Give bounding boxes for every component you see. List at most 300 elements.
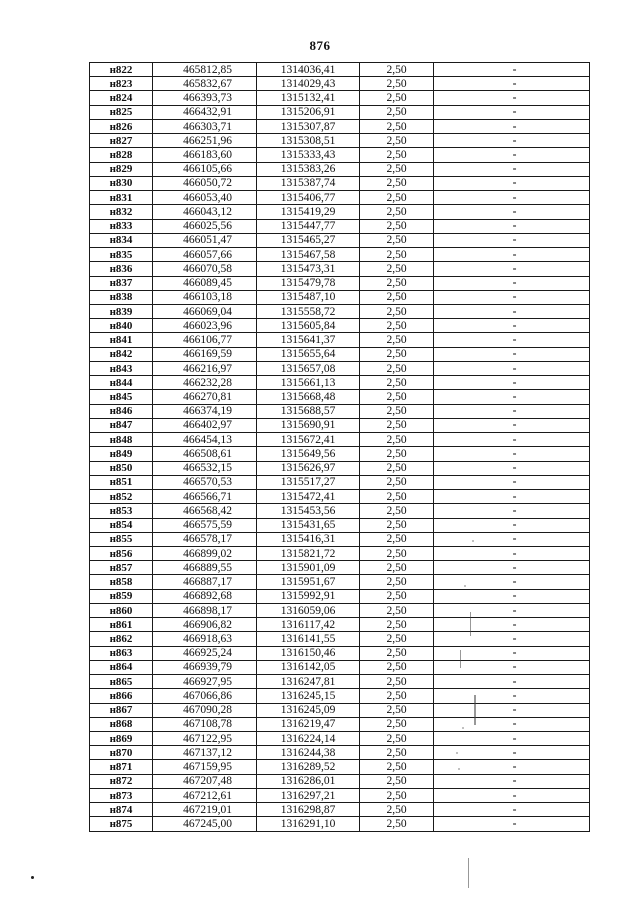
table-row	[90, 162, 590, 176]
y-coordinate-cell: 1315688,57	[257, 404, 360, 418]
note-cell: -	[434, 176, 590, 190]
accuracy-cell: 2,50	[360, 347, 434, 361]
table-row	[90, 618, 590, 632]
table-row	[90, 376, 590, 390]
y-coordinate-cell: 1315308,51	[257, 134, 360, 148]
table-row	[90, 717, 590, 731]
table-row	[90, 191, 590, 205]
x-coordinate-cell: 467212,61	[153, 788, 257, 802]
note-cell: -	[434, 276, 590, 290]
accuracy-cell: 2,50	[360, 689, 434, 703]
x-coordinate-cell: 466069,04	[153, 304, 257, 318]
accuracy-cell: 2,50	[360, 219, 434, 233]
y-coordinate-cell: 1316244,38	[257, 746, 360, 760]
note-cell: -	[434, 618, 590, 632]
note-cell: -	[434, 632, 590, 646]
x-coordinate-cell: 467122,95	[153, 732, 257, 746]
note-cell: -	[434, 319, 590, 333]
table-row	[90, 746, 590, 760]
note-cell: -	[434, 703, 590, 717]
accuracy-cell: 2,50	[360, 105, 434, 119]
y-coordinate-cell: 1315517,27	[257, 475, 360, 489]
table-row	[90, 546, 590, 560]
y-coordinate-cell: 1316224,14	[257, 732, 360, 746]
y-coordinate-cell: 1315383,26	[257, 162, 360, 176]
y-coordinate-cell: 1315416,31	[257, 532, 360, 546]
note-cell: -	[434, 91, 590, 105]
accuracy-cell: 2,50	[360, 404, 434, 418]
y-coordinate-cell: 1315626,97	[257, 461, 360, 475]
point-id-cell: н871	[90, 760, 153, 774]
x-coordinate-cell: 466939,79	[153, 660, 257, 674]
table-row	[90, 817, 590, 831]
table-row	[90, 290, 590, 304]
point-id-cell: н830	[90, 176, 153, 190]
y-coordinate-cell: 1316245,15	[257, 689, 360, 703]
note-cell: -	[434, 347, 590, 361]
note-cell: -	[434, 788, 590, 802]
y-coordinate-cell: 1315951,67	[257, 575, 360, 589]
note-cell: -	[434, 290, 590, 304]
accuracy-cell: 2,50	[360, 646, 434, 660]
x-coordinate-cell: 467207,48	[153, 774, 257, 788]
y-coordinate-cell: 1315473,31	[257, 262, 360, 276]
point-id-cell: н845	[90, 390, 153, 404]
x-coordinate-cell: 466053,40	[153, 191, 257, 205]
accuracy-cell: 2,50	[360, 433, 434, 447]
point-id-cell: н858	[90, 575, 153, 589]
y-coordinate-cell: 1315465,27	[257, 233, 360, 247]
point-id-cell: н844	[90, 376, 153, 390]
point-id-cell: н863	[90, 646, 153, 660]
point-id-cell: н868	[90, 717, 153, 731]
table-row	[90, 461, 590, 475]
note-cell: -	[434, 603, 590, 617]
accuracy-cell: 2,50	[360, 618, 434, 632]
accuracy-cell: 2,50	[360, 732, 434, 746]
note-cell: -	[434, 447, 590, 461]
note-cell: -	[434, 532, 590, 546]
accuracy-cell: 2,50	[360, 390, 434, 404]
y-coordinate-cell: 1316297,21	[257, 788, 360, 802]
table-row	[90, 347, 590, 361]
accuracy-cell: 2,50	[360, 119, 434, 133]
y-coordinate-cell: 1315641,37	[257, 333, 360, 347]
x-coordinate-cell: 466103,18	[153, 290, 257, 304]
note-cell: -	[434, 134, 590, 148]
x-coordinate-cell: 466050,72	[153, 176, 257, 190]
note-cell: -	[434, 475, 590, 489]
accuracy-cell: 2,50	[360, 774, 434, 788]
note-cell: -	[434, 589, 590, 603]
y-coordinate-cell: 1315901,09	[257, 561, 360, 575]
table-row	[90, 390, 590, 404]
y-coordinate-cell: 1315132,41	[257, 91, 360, 105]
table-row	[90, 475, 590, 489]
table-row	[90, 233, 590, 247]
y-coordinate-cell: 1314036,41	[257, 63, 360, 77]
x-coordinate-cell: 466578,17	[153, 532, 257, 546]
scan-artifact-speck	[456, 752, 458, 754]
point-id-cell: н824	[90, 91, 153, 105]
note-cell: -	[434, 162, 590, 176]
note-cell: -	[434, 304, 590, 318]
point-id-cell: н859	[90, 589, 153, 603]
accuracy-cell: 2,50	[360, 304, 434, 318]
scan-artifact-speck	[472, 540, 474, 542]
table-row	[90, 276, 590, 290]
point-id-cell: н849	[90, 447, 153, 461]
point-id-cell: н857	[90, 561, 153, 575]
scan-artifact-mark	[468, 858, 469, 888]
y-coordinate-cell: 1316247,81	[257, 675, 360, 689]
accuracy-cell: 2,50	[360, 276, 434, 290]
x-coordinate-cell: 466887,17	[153, 575, 257, 589]
accuracy-cell: 2,50	[360, 77, 434, 91]
accuracy-cell: 2,50	[360, 717, 434, 731]
table-row	[90, 304, 590, 318]
y-coordinate-cell: 1315605,84	[257, 319, 360, 333]
x-coordinate-cell: 466454,13	[153, 433, 257, 447]
table-row	[90, 632, 590, 646]
accuracy-cell: 2,50	[360, 361, 434, 375]
table-row	[90, 518, 590, 532]
table-row	[90, 589, 590, 603]
accuracy-cell: 2,50	[360, 760, 434, 774]
y-coordinate-cell: 1315558,72	[257, 304, 360, 318]
y-coordinate-cell: 1316289,52	[257, 760, 360, 774]
x-coordinate-cell: 466057,66	[153, 248, 257, 262]
table-row	[90, 119, 590, 133]
y-coordinate-cell: 1315419,29	[257, 205, 360, 219]
table-row	[90, 105, 590, 119]
table-row	[90, 148, 590, 162]
note-cell: -	[434, 119, 590, 133]
note-cell: -	[434, 404, 590, 418]
note-cell: -	[434, 732, 590, 746]
x-coordinate-cell: 466251,96	[153, 134, 257, 148]
x-coordinate-cell: 465812,85	[153, 63, 257, 77]
scan-artifact-mark	[474, 695, 476, 725]
note-cell: -	[434, 746, 590, 760]
note-cell: -	[434, 248, 590, 262]
accuracy-cell: 2,50	[360, 461, 434, 475]
point-id-cell: н831	[90, 191, 153, 205]
y-coordinate-cell: 1315649,56	[257, 447, 360, 461]
table-row	[90, 760, 590, 774]
y-coordinate-cell: 1316059,06	[257, 603, 360, 617]
y-coordinate-cell: 1315992,91	[257, 589, 360, 603]
accuracy-cell: 2,50	[360, 803, 434, 817]
point-id-cell: н864	[90, 660, 153, 674]
x-coordinate-cell: 466432,91	[153, 105, 257, 119]
table-row	[90, 703, 590, 717]
point-id-cell: н856	[90, 546, 153, 560]
accuracy-cell: 2,50	[360, 703, 434, 717]
point-id-cell: н865	[90, 675, 153, 689]
point-id-cell: н838	[90, 290, 153, 304]
x-coordinate-cell: 467219,01	[153, 803, 257, 817]
y-coordinate-cell: 1316141,55	[257, 632, 360, 646]
table-row	[90, 660, 590, 674]
point-id-cell: н833	[90, 219, 153, 233]
accuracy-cell: 2,50	[360, 788, 434, 802]
y-coordinate-cell: 1316150,46	[257, 646, 360, 660]
note-cell: -	[434, 504, 590, 518]
x-coordinate-cell: 466508,61	[153, 447, 257, 461]
accuracy-cell: 2,50	[360, 447, 434, 461]
accuracy-cell: 2,50	[360, 532, 434, 546]
table-row	[90, 675, 590, 689]
note-cell: -	[434, 390, 590, 404]
point-id-cell: н874	[90, 803, 153, 817]
note-cell: -	[434, 817, 590, 831]
point-id-cell: н840	[90, 319, 153, 333]
note-cell: -	[434, 376, 590, 390]
note-cell: -	[434, 361, 590, 375]
note-cell: -	[434, 205, 590, 219]
table-row	[90, 262, 590, 276]
note-cell: -	[434, 63, 590, 77]
table-row	[90, 361, 590, 375]
y-coordinate-cell: 1315467,58	[257, 248, 360, 262]
scan-artifact-dot	[31, 876, 34, 879]
y-coordinate-cell: 1316286,01	[257, 774, 360, 788]
x-coordinate-cell: 466270,81	[153, 390, 257, 404]
table-row	[90, 689, 590, 703]
accuracy-cell: 2,50	[360, 319, 434, 333]
note-cell: -	[434, 803, 590, 817]
note-cell: -	[434, 233, 590, 247]
x-coordinate-cell: 466070,58	[153, 262, 257, 276]
x-coordinate-cell: 466927,95	[153, 675, 257, 689]
accuracy-cell: 2,50	[360, 233, 434, 247]
y-coordinate-cell: 1315447,77	[257, 219, 360, 233]
point-id-cell: н852	[90, 490, 153, 504]
y-coordinate-cell: 1315821,72	[257, 546, 360, 560]
x-coordinate-cell: 466025,56	[153, 219, 257, 233]
point-id-cell: н836	[90, 262, 153, 276]
y-coordinate-cell: 1315668,48	[257, 390, 360, 404]
x-coordinate-cell: 466374,19	[153, 404, 257, 418]
y-coordinate-cell: 1316142,05	[257, 660, 360, 674]
coordinates-table	[89, 62, 590, 832]
note-cell: -	[434, 575, 590, 589]
point-id-cell: н826	[90, 119, 153, 133]
table-row	[90, 63, 590, 77]
table-row	[90, 447, 590, 461]
page-number: 876	[309, 38, 331, 53]
note-cell: -	[434, 660, 590, 674]
accuracy-cell: 2,50	[360, 575, 434, 589]
x-coordinate-cell: 466105,66	[153, 162, 257, 176]
x-coordinate-cell: 466089,45	[153, 276, 257, 290]
point-id-cell: н823	[90, 77, 153, 91]
accuracy-cell: 2,50	[360, 561, 434, 575]
table-row	[90, 91, 590, 105]
y-coordinate-cell: 1315472,41	[257, 490, 360, 504]
point-id-cell: н870	[90, 746, 153, 760]
x-coordinate-cell: 467159,95	[153, 760, 257, 774]
x-coordinate-cell: 466232,28	[153, 376, 257, 390]
x-coordinate-cell: 467137,12	[153, 746, 257, 760]
table-row	[90, 333, 590, 347]
accuracy-cell: 2,50	[360, 475, 434, 489]
table-row	[90, 732, 590, 746]
accuracy-cell: 2,50	[360, 504, 434, 518]
point-id-cell: н848	[90, 433, 153, 447]
point-id-cell: н834	[90, 233, 153, 247]
table-row	[90, 504, 590, 518]
table-row	[90, 418, 590, 432]
accuracy-cell: 2,50	[360, 248, 434, 262]
accuracy-cell: 2,50	[360, 191, 434, 205]
note-cell: -	[434, 148, 590, 162]
note-cell: -	[434, 546, 590, 560]
accuracy-cell: 2,50	[360, 63, 434, 77]
table-row	[90, 176, 590, 190]
point-id-cell: н861	[90, 618, 153, 632]
table-row	[90, 77, 590, 91]
x-coordinate-cell: 465832,67	[153, 77, 257, 91]
note-cell: -	[434, 105, 590, 119]
note-cell: -	[434, 774, 590, 788]
x-coordinate-cell: 466566,71	[153, 490, 257, 504]
accuracy-cell: 2,50	[360, 262, 434, 276]
accuracy-cell: 2,50	[360, 134, 434, 148]
y-coordinate-cell: 1315387,74	[257, 176, 360, 190]
y-coordinate-cell: 1316117,42	[257, 618, 360, 632]
x-coordinate-cell: 466023,96	[153, 319, 257, 333]
table-row	[90, 404, 590, 418]
accuracy-cell: 2,50	[360, 333, 434, 347]
point-id-cell: н875	[90, 817, 153, 831]
note-cell: -	[434, 219, 590, 233]
point-id-cell: н847	[90, 418, 153, 432]
table-row	[90, 433, 590, 447]
note-cell: -	[434, 760, 590, 774]
point-id-cell: н835	[90, 248, 153, 262]
point-id-cell: н855	[90, 532, 153, 546]
accuracy-cell: 2,50	[360, 817, 434, 831]
point-id-cell: н839	[90, 304, 153, 318]
point-id-cell: н862	[90, 632, 153, 646]
note-cell: -	[434, 675, 590, 689]
point-id-cell: н825	[90, 105, 153, 119]
table-row	[90, 134, 590, 148]
table-row	[90, 646, 590, 660]
x-coordinate-cell: 467066,86	[153, 689, 257, 703]
scan-artifact-speck	[462, 727, 464, 729]
y-coordinate-cell: 1315487,10	[257, 290, 360, 304]
scan-artifact-speck	[458, 768, 460, 770]
accuracy-cell: 2,50	[360, 205, 434, 219]
y-coordinate-cell: 1316291,10	[257, 817, 360, 831]
x-coordinate-cell: 466183,60	[153, 148, 257, 162]
accuracy-cell: 2,50	[360, 290, 434, 304]
accuracy-cell: 2,50	[360, 660, 434, 674]
point-id-cell: н867	[90, 703, 153, 717]
x-coordinate-cell: 466570,53	[153, 475, 257, 489]
y-coordinate-cell: 1316298,87	[257, 803, 360, 817]
y-coordinate-cell: 1315333,43	[257, 148, 360, 162]
note-cell: -	[434, 518, 590, 532]
point-id-cell: н853	[90, 504, 153, 518]
note-cell: -	[434, 717, 590, 731]
accuracy-cell: 2,50	[360, 546, 434, 560]
accuracy-cell: 2,50	[360, 490, 434, 504]
point-id-cell: н850	[90, 461, 153, 475]
note-cell: -	[434, 646, 590, 660]
x-coordinate-cell: 466898,17	[153, 603, 257, 617]
table-row	[90, 248, 590, 262]
x-coordinate-cell: 466303,71	[153, 119, 257, 133]
table-row	[90, 774, 590, 788]
scan-artifact-mark	[460, 650, 461, 668]
note-cell: -	[434, 77, 590, 91]
note-cell: -	[434, 333, 590, 347]
x-coordinate-cell: 466906,82	[153, 618, 257, 632]
y-coordinate-cell: 1315661,13	[257, 376, 360, 390]
accuracy-cell: 2,50	[360, 176, 434, 190]
y-coordinate-cell: 1315406,77	[257, 191, 360, 205]
x-coordinate-cell: 466892,68	[153, 589, 257, 603]
accuracy-cell: 2,50	[360, 418, 434, 432]
y-coordinate-cell: 1316219,47	[257, 717, 360, 731]
x-coordinate-cell: 466169,59	[153, 347, 257, 361]
point-id-cell: н837	[90, 276, 153, 290]
x-coordinate-cell: 466106,77	[153, 333, 257, 347]
table-row	[90, 490, 590, 504]
x-coordinate-cell: 466925,24	[153, 646, 257, 660]
note-cell: -	[434, 689, 590, 703]
note-cell: -	[434, 191, 590, 205]
scan-artifact-speck	[464, 585, 466, 587]
x-coordinate-cell: 466393,73	[153, 91, 257, 105]
x-coordinate-cell: 466402,97	[153, 418, 257, 432]
accuracy-cell: 2,50	[360, 632, 434, 646]
y-coordinate-cell: 1315479,78	[257, 276, 360, 290]
y-coordinate-cell: 1315690,91	[257, 418, 360, 432]
table-row	[90, 603, 590, 617]
point-id-cell: н843	[90, 361, 153, 375]
accuracy-cell: 2,50	[360, 589, 434, 603]
y-coordinate-cell: 1315453,56	[257, 504, 360, 518]
y-coordinate-cell: 1315672,41	[257, 433, 360, 447]
point-id-cell: н842	[90, 347, 153, 361]
point-id-cell: н829	[90, 162, 153, 176]
note-cell: -	[434, 262, 590, 276]
y-coordinate-cell: 1315655,64	[257, 347, 360, 361]
point-id-cell: н828	[90, 148, 153, 162]
point-id-cell: н822	[90, 63, 153, 77]
x-coordinate-cell: 466532,15	[153, 461, 257, 475]
y-coordinate-cell: 1315431,65	[257, 518, 360, 532]
accuracy-cell: 2,50	[360, 148, 434, 162]
table-row	[90, 788, 590, 802]
note-cell: -	[434, 561, 590, 575]
accuracy-cell: 2,50	[360, 518, 434, 532]
x-coordinate-cell: 466918,63	[153, 632, 257, 646]
table-row	[90, 219, 590, 233]
note-cell: -	[434, 433, 590, 447]
point-id-cell: н869	[90, 732, 153, 746]
table-row	[90, 319, 590, 333]
point-id-cell: н846	[90, 404, 153, 418]
table-row	[90, 532, 590, 546]
point-id-cell: н827	[90, 134, 153, 148]
point-id-cell: н851	[90, 475, 153, 489]
